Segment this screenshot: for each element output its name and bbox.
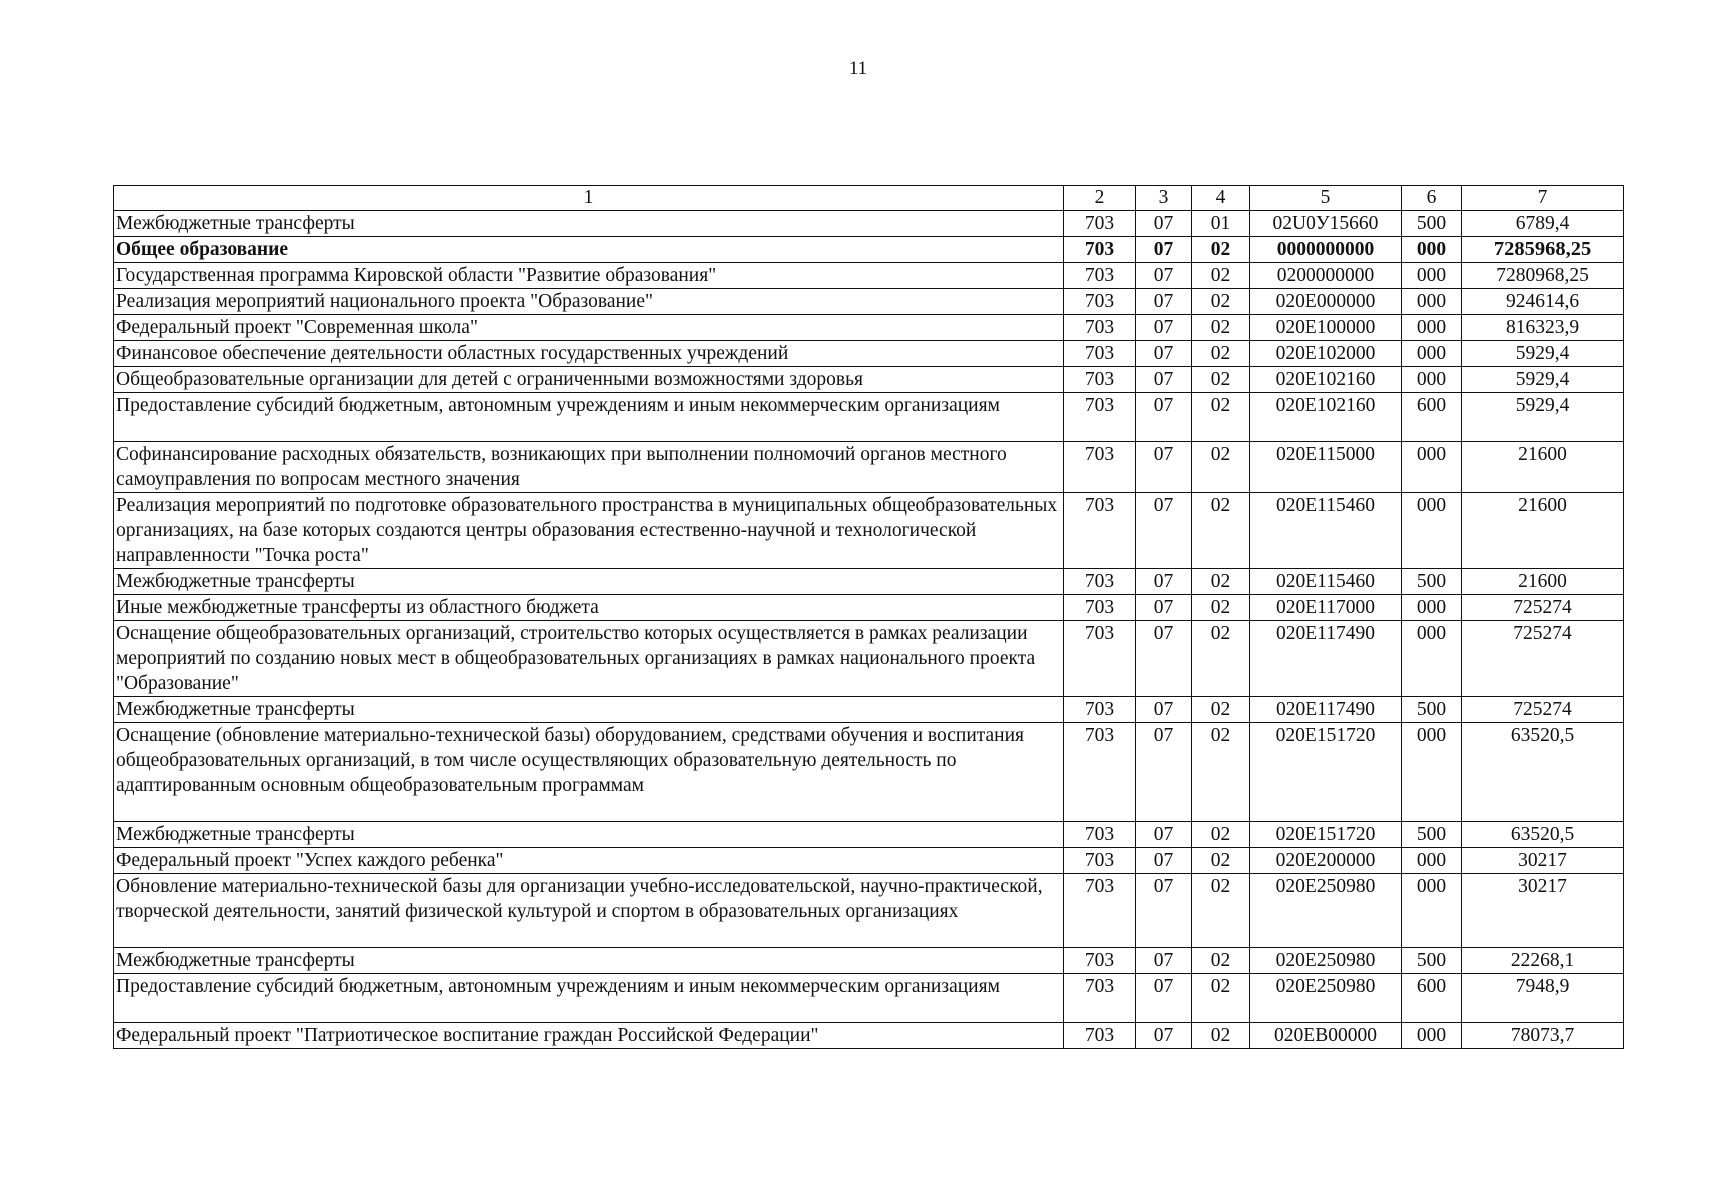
amount: 78073,7	[1462, 1023, 1624, 1049]
target-article-code: 020E117000	[1250, 595, 1402, 621]
table-row	[114, 595, 1624, 621]
subsection-sub-code: 01	[1192, 211, 1250, 237]
expense-type-code: 500	[1402, 211, 1462, 237]
subsection-code: 07	[1136, 263, 1192, 289]
section-code: 703	[1064, 493, 1136, 569]
target-article-code: 020E102160	[1250, 367, 1402, 393]
subsection-sub-code: 02	[1192, 237, 1250, 263]
row-name: Федеральный проект "Патриотическое воспитание граждан Российской Федерации"	[114, 1023, 1064, 1049]
expense-type-code: 500	[1402, 948, 1462, 974]
amount: 6789,4	[1462, 211, 1624, 237]
section-code: 703	[1064, 569, 1136, 595]
subsection-sub-code: 02	[1192, 948, 1250, 974]
table-body	[114, 211, 1624, 1049]
column-header: 4	[1192, 186, 1250, 211]
table-row	[114, 289, 1624, 315]
target-article-code: 020E117490	[1250, 697, 1402, 723]
amount: 5929,4	[1462, 341, 1624, 367]
target-article-code: 020E250980	[1250, 948, 1402, 974]
subsection-sub-code: 02	[1192, 848, 1250, 874]
table-row	[114, 367, 1624, 393]
expense-type-code: 000	[1402, 263, 1462, 289]
subsection-code: 07	[1136, 1023, 1192, 1049]
target-article-code: 020E151720	[1250, 723, 1402, 822]
table-row	[114, 621, 1624, 697]
expense-type-code: 000	[1402, 621, 1462, 697]
expense-type-code: 600	[1402, 393, 1462, 442]
subsection-code: 07	[1136, 948, 1192, 974]
subsection-sub-code: 02	[1192, 723, 1250, 822]
table-row	[114, 874, 1624, 948]
row-name: Оснащение (обновление материально-технической базы) оборудованием, средствами обучения и воспитания общеобразовательных организаций, в том числе осуществляющих образовательную деятельность по адаптированным основным общеобразовательным программам	[114, 723, 1064, 822]
row-name: Оснащение общеобразовательных организаций, строительство которых осуществляется в рамках реализации мероприятий по созданию новых мест в общеобразовательных организациях в рамках национального проекта "Образование"	[114, 621, 1064, 697]
target-article-code: 020E000000	[1250, 289, 1402, 315]
target-article-code: 020E115460	[1250, 493, 1402, 569]
row-name: Иные межбюджетные трансферты из областного бюджета	[114, 595, 1064, 621]
subsection-code: 07	[1136, 848, 1192, 874]
amount: 7285968,25	[1462, 237, 1624, 263]
subsection-sub-code: 02	[1192, 974, 1250, 1023]
row-name: Межбюджетные трансферты	[114, 822, 1064, 848]
row-name: Софинансирование расходных обязательств, возникающих при выполнении полномочий органов местного самоуправления по вопросам местного значения	[114, 442, 1064, 493]
subsection-code: 07	[1136, 822, 1192, 848]
subsection-code: 07	[1136, 341, 1192, 367]
expense-type-code: 500	[1402, 822, 1462, 848]
expense-type-code: 000	[1402, 874, 1462, 948]
section-code: 703	[1064, 237, 1136, 263]
section-code: 703	[1064, 848, 1136, 874]
table-row	[114, 1023, 1624, 1049]
section-code: 703	[1064, 595, 1136, 621]
subsection-sub-code: 02	[1192, 493, 1250, 569]
subsection-sub-code: 02	[1192, 289, 1250, 315]
subsection-sub-code: 02	[1192, 697, 1250, 723]
page-number: 11	[848, 58, 868, 79]
target-article-code: 020E250980	[1250, 874, 1402, 948]
target-article-code: 020E200000	[1250, 848, 1402, 874]
section-code: 703	[1064, 1023, 1136, 1049]
amount: 7280968,25	[1462, 263, 1624, 289]
column-header: 6	[1402, 186, 1462, 211]
target-article-code: 020E102160	[1250, 393, 1402, 442]
section-code: 703	[1064, 723, 1136, 822]
column-header: 5	[1250, 186, 1402, 211]
amount: 5929,4	[1462, 367, 1624, 393]
subsection-sub-code: 02	[1192, 822, 1250, 848]
row-name: Обновление материально-технической базы для организации учебно-исследовательской, научно-практической, творческой деятельности, занятий физической культурой и спортом в образовательных организациях	[114, 874, 1064, 948]
target-article-code: 020E115000	[1250, 442, 1402, 493]
table-row	[114, 341, 1624, 367]
expense-type-code: 500	[1402, 569, 1462, 595]
amount: 30217	[1462, 874, 1624, 948]
expense-type-code: 000	[1402, 237, 1462, 263]
budget-table	[113, 185, 1624, 1049]
row-name: Федеральный проект "Успех каждого ребенка"	[114, 848, 1064, 874]
amount: 5929,4	[1462, 393, 1624, 442]
amount: 924614,6	[1462, 289, 1624, 315]
row-name: Межбюджетные трансферты	[114, 211, 1064, 237]
subsection-sub-code: 02	[1192, 341, 1250, 367]
target-article-code: 020E250980	[1250, 974, 1402, 1023]
row-name: Межбюджетные трансферты	[114, 948, 1064, 974]
row-name: Межбюджетные трансферты	[114, 697, 1064, 723]
table-row	[114, 393, 1624, 442]
subsection-code: 07	[1136, 723, 1192, 822]
target-article-code: 020E102000	[1250, 341, 1402, 367]
target-article-code: 020E117490	[1250, 621, 1402, 697]
subsection-code: 07	[1136, 493, 1192, 569]
row-name: Общее образование	[114, 237, 1064, 263]
row-name: Реализация мероприятий по подготовке образовательного пространства в муниципальных общеобразовательных организациях, на базе которых создаются центры образования естественно-научной и технологической направленности "Точка роста"	[114, 493, 1064, 569]
table-row	[114, 822, 1624, 848]
table-row	[114, 211, 1624, 237]
expense-type-code: 000	[1402, 442, 1462, 493]
amount: 816323,9	[1462, 315, 1624, 341]
subsection-sub-code: 02	[1192, 263, 1250, 289]
table-row	[114, 237, 1624, 263]
subsection-code: 07	[1136, 442, 1192, 493]
target-article-code: 020E151720	[1250, 822, 1402, 848]
section-code: 703	[1064, 442, 1136, 493]
expense-type-code: 000	[1402, 315, 1462, 341]
target-article-code: 020E115460	[1250, 569, 1402, 595]
amount: 21600	[1462, 442, 1624, 493]
subsection-code: 07	[1136, 211, 1192, 237]
row-name: Предоставление субсидий бюджетным, автономным учреждениям и иным некоммерческим организациям	[114, 974, 1064, 1023]
row-name: Федеральный проект "Современная школа"	[114, 315, 1064, 341]
subsection-code: 07	[1136, 697, 1192, 723]
subsection-code: 07	[1136, 367, 1192, 393]
column-header: 3	[1136, 186, 1192, 211]
column-header: 2	[1064, 186, 1136, 211]
section-code: 703	[1064, 315, 1136, 341]
row-name: Предоставление субсидий бюджетным, автономным учреждениям и иным некоммерческим организациям	[114, 393, 1064, 442]
row-name: Межбюджетные трансферты	[114, 569, 1064, 595]
table-row	[114, 493, 1624, 569]
table-row	[114, 442, 1624, 493]
amount: 22268,1	[1462, 948, 1624, 974]
row-name: Финансовое обеспечение деятельности областных государственных учреждений	[114, 341, 1064, 367]
expense-type-code: 000	[1402, 1023, 1462, 1049]
section-code: 703	[1064, 697, 1136, 723]
section-code: 703	[1064, 393, 1136, 442]
section-code: 703	[1064, 948, 1136, 974]
subsection-code: 07	[1136, 315, 1192, 341]
expense-type-code: 600	[1402, 974, 1462, 1023]
expense-type-code: 000	[1402, 367, 1462, 393]
expense-type-code: 000	[1402, 723, 1462, 822]
amount: 725274	[1462, 595, 1624, 621]
section-code: 703	[1064, 211, 1136, 237]
row-name: Реализация мероприятий национального проекта "Образование"	[114, 289, 1064, 315]
amount: 63520,5	[1462, 822, 1624, 848]
target-article-code: 0000000000	[1250, 237, 1402, 263]
amount: 725274	[1462, 621, 1624, 697]
target-article-code: 020EB00000	[1250, 1023, 1402, 1049]
subsection-sub-code: 02	[1192, 315, 1250, 341]
section-code: 703	[1064, 621, 1136, 697]
subsection-sub-code: 02	[1192, 442, 1250, 493]
section-code: 703	[1064, 822, 1136, 848]
column-header: 7	[1462, 186, 1624, 211]
subsection-code: 07	[1136, 974, 1192, 1023]
subsection-sub-code: 02	[1192, 569, 1250, 595]
target-article-code: 0200000000	[1250, 263, 1402, 289]
row-name: Общеобразовательные организации для детей с ограниченными возможностями здоровья	[114, 367, 1064, 393]
section-code: 703	[1064, 367, 1136, 393]
expense-type-code: 000	[1402, 848, 1462, 874]
row-name: Государственная программа Кировской области "Развитие образования"	[114, 263, 1064, 289]
subsection-code: 07	[1136, 393, 1192, 442]
table-row	[114, 315, 1624, 341]
expense-type-code: 000	[1402, 341, 1462, 367]
header-row	[114, 186, 1624, 211]
table-row	[114, 697, 1624, 723]
table-row	[114, 974, 1624, 1023]
column-header: 1	[114, 186, 1064, 211]
amount: 30217	[1462, 848, 1624, 874]
table-row	[114, 948, 1624, 974]
table-row	[114, 723, 1624, 822]
subsection-code: 07	[1136, 621, 1192, 697]
subsection-code: 07	[1136, 289, 1192, 315]
table-row	[114, 569, 1624, 595]
subsection-sub-code: 02	[1192, 621, 1250, 697]
expense-type-code: 000	[1402, 289, 1462, 315]
amount: 21600	[1462, 569, 1624, 595]
amount: 7948,9	[1462, 974, 1624, 1023]
subsection-code: 07	[1136, 595, 1192, 621]
subsection-sub-code: 02	[1192, 595, 1250, 621]
section-code: 703	[1064, 289, 1136, 315]
amount: 21600	[1462, 493, 1624, 569]
target-article-code: 02U0У15660	[1250, 211, 1402, 237]
table-row	[114, 263, 1624, 289]
subsection-sub-code: 02	[1192, 874, 1250, 948]
amount: 63520,5	[1462, 723, 1624, 822]
subsection-code: 07	[1136, 569, 1192, 595]
section-code: 703	[1064, 974, 1136, 1023]
expense-type-code: 500	[1402, 697, 1462, 723]
expense-type-code: 000	[1402, 493, 1462, 569]
table-row	[114, 848, 1624, 874]
section-code: 703	[1064, 874, 1136, 948]
subsection-sub-code: 02	[1192, 367, 1250, 393]
target-article-code: 020E100000	[1250, 315, 1402, 341]
subsection-code: 07	[1136, 237, 1192, 263]
subsection-sub-code: 02	[1192, 393, 1250, 442]
section-code: 703	[1064, 341, 1136, 367]
subsection-code: 07	[1136, 874, 1192, 948]
subsection-sub-code: 02	[1192, 1023, 1250, 1049]
expense-type-code: 000	[1402, 595, 1462, 621]
amount: 725274	[1462, 697, 1624, 723]
section-code: 703	[1064, 263, 1136, 289]
